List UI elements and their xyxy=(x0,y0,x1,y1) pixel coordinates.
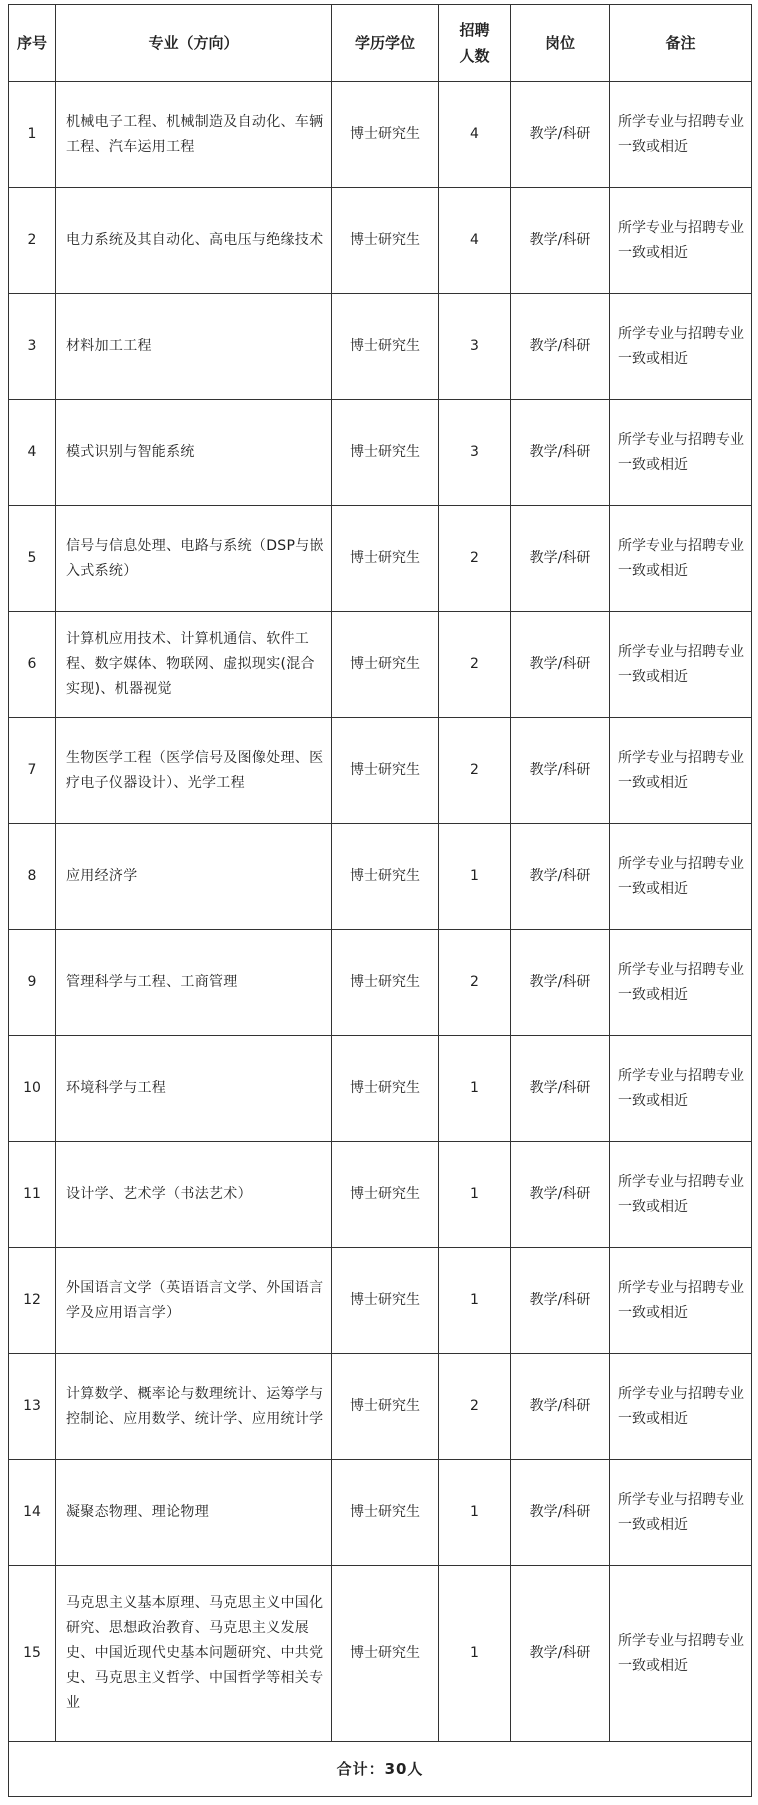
cell-count: 2 xyxy=(439,1354,511,1460)
table-row xyxy=(9,1142,752,1248)
cell-serial-no: 14 xyxy=(9,1460,56,1566)
cell-post: 教学/科研 xyxy=(511,612,610,718)
cell-serial-no: 6 xyxy=(9,612,56,718)
cell-degree: 博士研究生 xyxy=(332,824,439,930)
cell-degree: 博士研究生 xyxy=(332,1036,439,1142)
cell-major: 马克思主义基本原理、马克思主义中国化研究、思想政治教育、马克思主义发展史、中国近现代史基本问题研究、中共党史、马克思主义哲学、中国哲学等相关专业 xyxy=(56,1566,332,1742)
cell-post: 教学/科研 xyxy=(511,506,610,612)
cell-major: 生物医学工程（医学信号及图像处理、医疗电子仪器设计）、光学工程 xyxy=(56,718,332,824)
cell-note: 所学专业与招聘专业一致或相近 xyxy=(610,1036,752,1142)
cell-count: 2 xyxy=(439,930,511,1036)
cell-serial-no: 12 xyxy=(9,1248,56,1354)
cell-note: 所学专业与招聘专业一致或相近 xyxy=(610,188,752,294)
table-row xyxy=(9,1354,752,1460)
cell-major: 信号与信息处理、电路与系统（DSP与嵌入式系统） xyxy=(56,506,332,612)
cell-serial-no: 3 xyxy=(9,294,56,400)
header-count: 招聘人数 xyxy=(439,5,511,82)
cell-post: 教学/科研 xyxy=(511,930,610,1036)
cell-count: 1 xyxy=(439,1248,511,1354)
table-row xyxy=(9,824,752,930)
cell-count: 3 xyxy=(439,294,511,400)
cell-note: 所学专业与招聘专业一致或相近 xyxy=(610,612,752,718)
cell-degree: 博士研究生 xyxy=(332,1460,439,1566)
header-row xyxy=(9,5,752,82)
cell-note: 所学专业与招聘专业一致或相近 xyxy=(610,1248,752,1354)
table-row xyxy=(9,612,752,718)
cell-count: 2 xyxy=(439,506,511,612)
cell-note: 所学专业与招聘专业一致或相近 xyxy=(610,1566,752,1742)
cell-degree: 博士研究生 xyxy=(332,506,439,612)
cell-note: 所学专业与招聘专业一致或相近 xyxy=(610,1142,752,1248)
cell-count: 4 xyxy=(439,82,511,188)
cell-major: 设计学、艺术学（书法艺术） xyxy=(56,1142,332,1248)
table-row xyxy=(9,188,752,294)
cell-count: 1 xyxy=(439,1036,511,1142)
cell-major: 外国语言文学（英语语言文学、外国语言学及应用语言学） xyxy=(56,1248,332,1354)
cell-post: 教学/科研 xyxy=(511,1354,610,1460)
table-row xyxy=(9,506,752,612)
total-cell: 合计：30人 xyxy=(9,1742,752,1797)
table-row xyxy=(9,1248,752,1354)
cell-degree: 博士研究生 xyxy=(332,612,439,718)
recruitment-table-container xyxy=(8,4,752,1797)
cell-degree: 博士研究生 xyxy=(332,294,439,400)
cell-serial-no: 11 xyxy=(9,1142,56,1248)
cell-note: 所学专业与招聘专业一致或相近 xyxy=(610,1460,752,1566)
cell-degree: 博士研究生 xyxy=(332,1142,439,1248)
cell-major: 机械电子工程、机械制造及自动化、车辆工程、汽车运用工程 xyxy=(56,82,332,188)
cell-major: 材料加工工程 xyxy=(56,294,332,400)
cell-serial-no: 13 xyxy=(9,1354,56,1460)
cell-note: 所学专业与招聘专业一致或相近 xyxy=(610,718,752,824)
header-major: 专业（方向） xyxy=(56,5,332,82)
cell-degree: 博士研究生 xyxy=(332,1566,439,1742)
cell-major: 计算数学、概率论与数理统计、运筹学与控制论、应用数学、统计学、应用统计学 xyxy=(56,1354,332,1460)
header-degree: 学历学位 xyxy=(332,5,439,82)
cell-count: 2 xyxy=(439,612,511,718)
total-row xyxy=(9,1742,752,1797)
cell-post: 教学/科研 xyxy=(511,188,610,294)
cell-degree: 博士研究生 xyxy=(332,1248,439,1354)
cell-post: 教学/科研 xyxy=(511,82,610,188)
cell-serial-no: 15 xyxy=(9,1566,56,1742)
cell-major: 管理科学与工程、工商管理 xyxy=(56,930,332,1036)
cell-count: 1 xyxy=(439,824,511,930)
cell-post: 教学/科研 xyxy=(511,400,610,506)
cell-post: 教学/科研 xyxy=(511,718,610,824)
cell-serial-no: 9 xyxy=(9,930,56,1036)
cell-note: 所学专业与招聘专业一致或相近 xyxy=(610,400,752,506)
cell-note: 所学专业与招聘专业一致或相近 xyxy=(610,1354,752,1460)
header-post: 岗位 xyxy=(511,5,610,82)
cell-count: 1 xyxy=(439,1142,511,1248)
header-serial-no: 序号 xyxy=(9,5,56,82)
cell-degree: 博士研究生 xyxy=(332,82,439,188)
cell-count: 2 xyxy=(439,718,511,824)
cell-major: 凝聚态物理、理论物理 xyxy=(56,1460,332,1566)
table-row xyxy=(9,718,752,824)
cell-degree: 博士研究生 xyxy=(332,400,439,506)
cell-serial-no: 1 xyxy=(9,82,56,188)
cell-count: 3 xyxy=(439,400,511,506)
cell-post: 教学/科研 xyxy=(511,1036,610,1142)
table-row xyxy=(9,930,752,1036)
cell-note: 所学专业与招聘专业一致或相近 xyxy=(610,506,752,612)
cell-serial-no: 5 xyxy=(9,506,56,612)
table-row xyxy=(9,1036,752,1142)
cell-count: 4 xyxy=(439,188,511,294)
cell-degree: 博士研究生 xyxy=(332,188,439,294)
cell-note: 所学专业与招聘专业一致或相近 xyxy=(610,824,752,930)
cell-serial-no: 2 xyxy=(9,188,56,294)
cell-degree: 博士研究生 xyxy=(332,718,439,824)
table-row xyxy=(9,82,752,188)
cell-serial-no: 8 xyxy=(9,824,56,930)
cell-post: 教学/科研 xyxy=(511,1566,610,1742)
cell-post: 教学/科研 xyxy=(511,1142,610,1248)
header-note: 备注 xyxy=(610,5,752,82)
cell-post: 教学/科研 xyxy=(511,1248,610,1354)
cell-note: 所学专业与招聘专业一致或相近 xyxy=(610,82,752,188)
cell-count: 1 xyxy=(439,1566,511,1742)
cell-serial-no: 10 xyxy=(9,1036,56,1142)
cell-post: 教学/科研 xyxy=(511,294,610,400)
cell-major: 电力系统及其自动化、高电压与绝缘技术 xyxy=(56,188,332,294)
cell-major: 应用经济学 xyxy=(56,824,332,930)
cell-note: 所学专业与招聘专业一致或相近 xyxy=(610,294,752,400)
cell-post: 教学/科研 xyxy=(511,1460,610,1566)
cell-serial-no: 7 xyxy=(9,718,56,824)
recruitment-table xyxy=(8,4,752,1797)
cell-major: 模式识别与智能系统 xyxy=(56,400,332,506)
table-row xyxy=(9,1566,752,1742)
table-row xyxy=(9,294,752,400)
cell-major: 环境科学与工程 xyxy=(56,1036,332,1142)
cell-note: 所学专业与招聘专业一致或相近 xyxy=(610,930,752,1036)
cell-degree: 博士研究生 xyxy=(332,1354,439,1460)
cell-serial-no: 4 xyxy=(9,400,56,506)
cell-degree: 博士研究生 xyxy=(332,930,439,1036)
cell-post: 教学/科研 xyxy=(511,824,610,930)
table-row xyxy=(9,1460,752,1566)
cell-major: 计算机应用技术、计算机通信、软件工程、数字媒体、物联网、虚拟现实(混合实现)、机器视觉 xyxy=(56,612,332,718)
table-row xyxy=(9,400,752,506)
cell-count: 1 xyxy=(439,1460,511,1566)
